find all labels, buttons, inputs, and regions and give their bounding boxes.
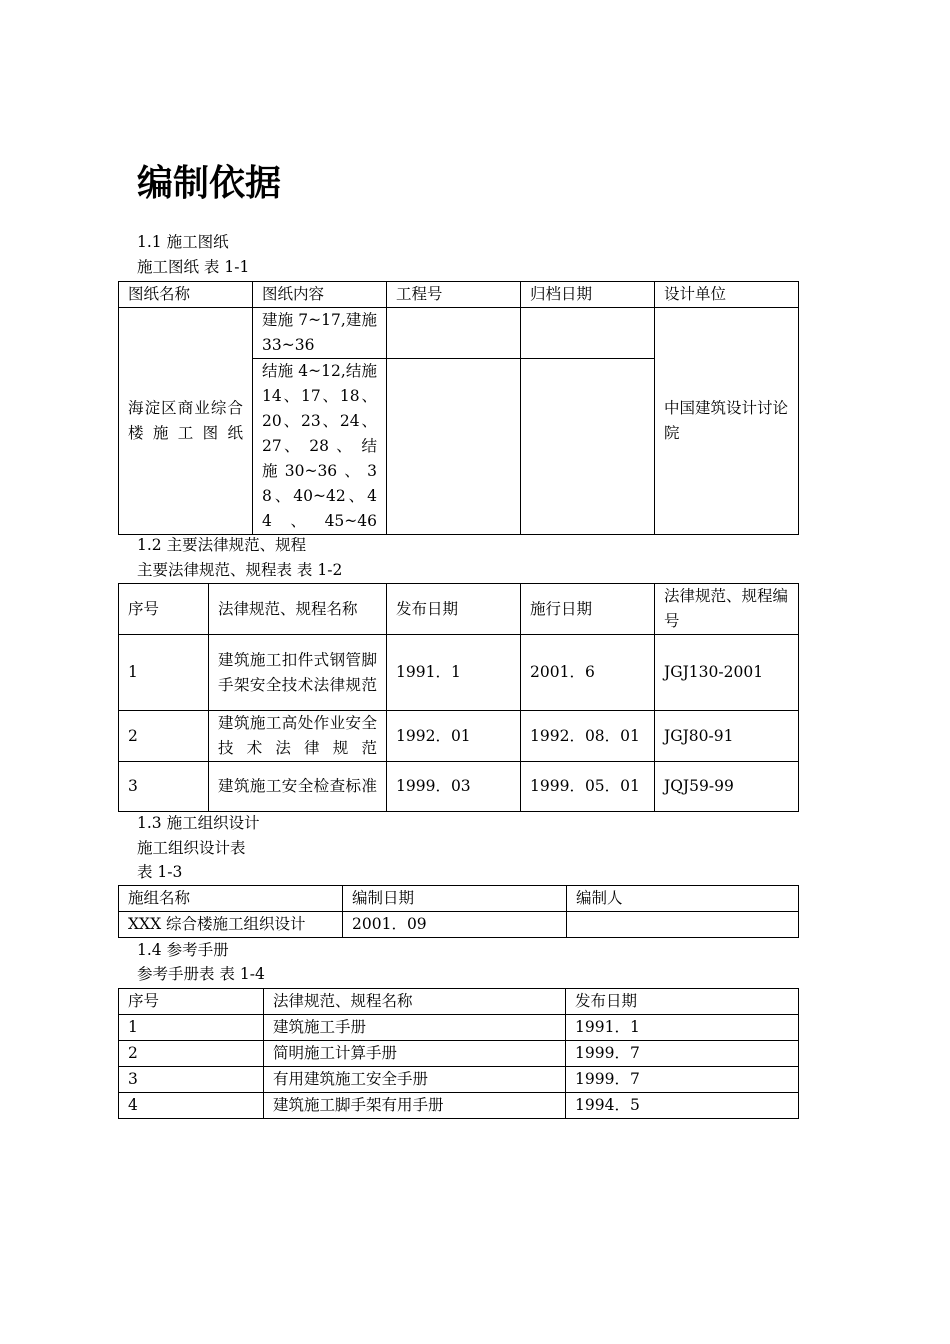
header-cell: 设计单位	[655, 282, 799, 308]
table-cell: JGJ130-2001	[655, 635, 799, 711]
drawings-table	[118, 281, 799, 535]
section-heading-1-2: 1.2 主要法律规范、规程	[137, 536, 307, 554]
table-cell	[521, 308, 655, 359]
table-row	[119, 308, 799, 359]
header-cell: 施行日期	[521, 584, 655, 635]
table-cell: XXX 综合楼施工组织设计	[119, 912, 343, 938]
header-cell: 工程号	[387, 282, 521, 308]
table-caption-1-1: 施工图纸 表 1-1	[137, 258, 250, 276]
table-header-row	[119, 584, 799, 635]
reference-manuals-table	[118, 988, 799, 1119]
table-cell: JQJ59-99	[655, 762, 799, 812]
table-caption-1-4: 参考手册表 表 1-4	[137, 965, 265, 983]
table-caption-1-3-number: 表 1-3	[137, 863, 183, 881]
table-row	[119, 1041, 799, 1067]
drawing-name-cell: 海淀区商业综合楼施工图纸	[119, 308, 253, 535]
table-cell: 1992．08．01	[521, 711, 655, 762]
table-cell: 1991．1	[387, 635, 521, 711]
drawing-content-cell: 建施 7~17,建施33~36	[253, 308, 387, 359]
header-cell: 序号	[119, 989, 264, 1015]
table-cell: 建筑施工高处作业安全技术法律规范	[209, 711, 387, 762]
table-row	[119, 635, 799, 711]
table-header-row	[119, 989, 799, 1015]
table-row	[119, 762, 799, 812]
table-cell: 1	[119, 1015, 264, 1041]
table-cell: JGJ80-91	[655, 711, 799, 762]
header-cell: 图纸名称	[119, 282, 253, 308]
table-caption-1-2: 主要法律规范、规程表 表 1-2	[137, 561, 343, 579]
table-cell: 1	[119, 635, 209, 711]
table-cell: 1999．7	[566, 1067, 799, 1093]
table-cell: 3	[119, 762, 209, 812]
section-heading-1-3: 1.3 施工组织设计	[137, 814, 260, 832]
table-row	[119, 1015, 799, 1041]
table-cell: 2	[119, 1041, 264, 1067]
header-cell: 发布日期	[566, 989, 799, 1015]
header-cell: 编制人	[567, 886, 799, 912]
table-cell	[521, 359, 655, 535]
section-heading-1-4: 1.4 参考手册	[137, 941, 229, 959]
table-header-row	[119, 886, 799, 912]
header-cell: 归档日期	[521, 282, 655, 308]
design-unit-cell: 中国建筑设计讨论院	[655, 308, 799, 535]
table-row	[119, 1093, 799, 1119]
table-header-row	[119, 282, 799, 308]
table-cell: 2001．09	[343, 912, 567, 938]
header-cell: 施组名称	[119, 886, 343, 912]
table-cell: 简明施工计算手册	[264, 1041, 566, 1067]
construction-plan-table	[118, 885, 799, 938]
header-cell: 法律规范、规程名称	[264, 989, 566, 1015]
table-cell	[567, 912, 799, 938]
drawing-content-cell: 结施 4~12,结施14、17、18、20、23、24、27、 28 、 结 施30~36、38、40~42、44、45~46	[253, 359, 387, 535]
table-cell: 建筑施工扣件式钢管脚手架安全技术法律规范	[209, 635, 387, 711]
table-cell	[387, 308, 521, 359]
table-cell: 3	[119, 1067, 264, 1093]
table-cell: 有用建筑施工安全手册	[264, 1067, 566, 1093]
table-caption-1-3: 施工组织设计表	[137, 839, 246, 857]
table-cell: 1999．03	[387, 762, 521, 812]
table-cell: 1999．05．01	[521, 762, 655, 812]
table-row	[119, 912, 799, 938]
header-cell: 编制日期	[343, 886, 567, 912]
table-cell	[387, 359, 521, 535]
table-cell: 1992．01	[387, 711, 521, 762]
table-cell: 建筑施工脚手架有用手册	[264, 1093, 566, 1119]
header-cell: 发布日期	[387, 584, 521, 635]
table-cell: 1991．1	[566, 1015, 799, 1041]
table-cell: 2	[119, 711, 209, 762]
header-cell: 序号	[119, 584, 209, 635]
header-cell: 法律规范、规程名称	[209, 584, 387, 635]
table-row	[119, 711, 799, 762]
header-cell: 法律规范、规程编号	[655, 584, 799, 635]
table-cell: 4	[119, 1093, 264, 1119]
table-row	[119, 1067, 799, 1093]
table-cell: 1994．5	[566, 1093, 799, 1119]
header-cell: 图纸内容	[253, 282, 387, 308]
table-cell: 建筑施工安全检查标准	[209, 762, 387, 812]
section-heading-1-1: 1.1 施工图纸	[137, 233, 229, 251]
table-cell: 2001．6	[521, 635, 655, 711]
page-title: 编制依据	[137, 163, 282, 204]
regulations-table	[118, 583, 799, 812]
table-cell: 1999．7	[566, 1041, 799, 1067]
table-cell: 建筑施工手册	[264, 1015, 566, 1041]
